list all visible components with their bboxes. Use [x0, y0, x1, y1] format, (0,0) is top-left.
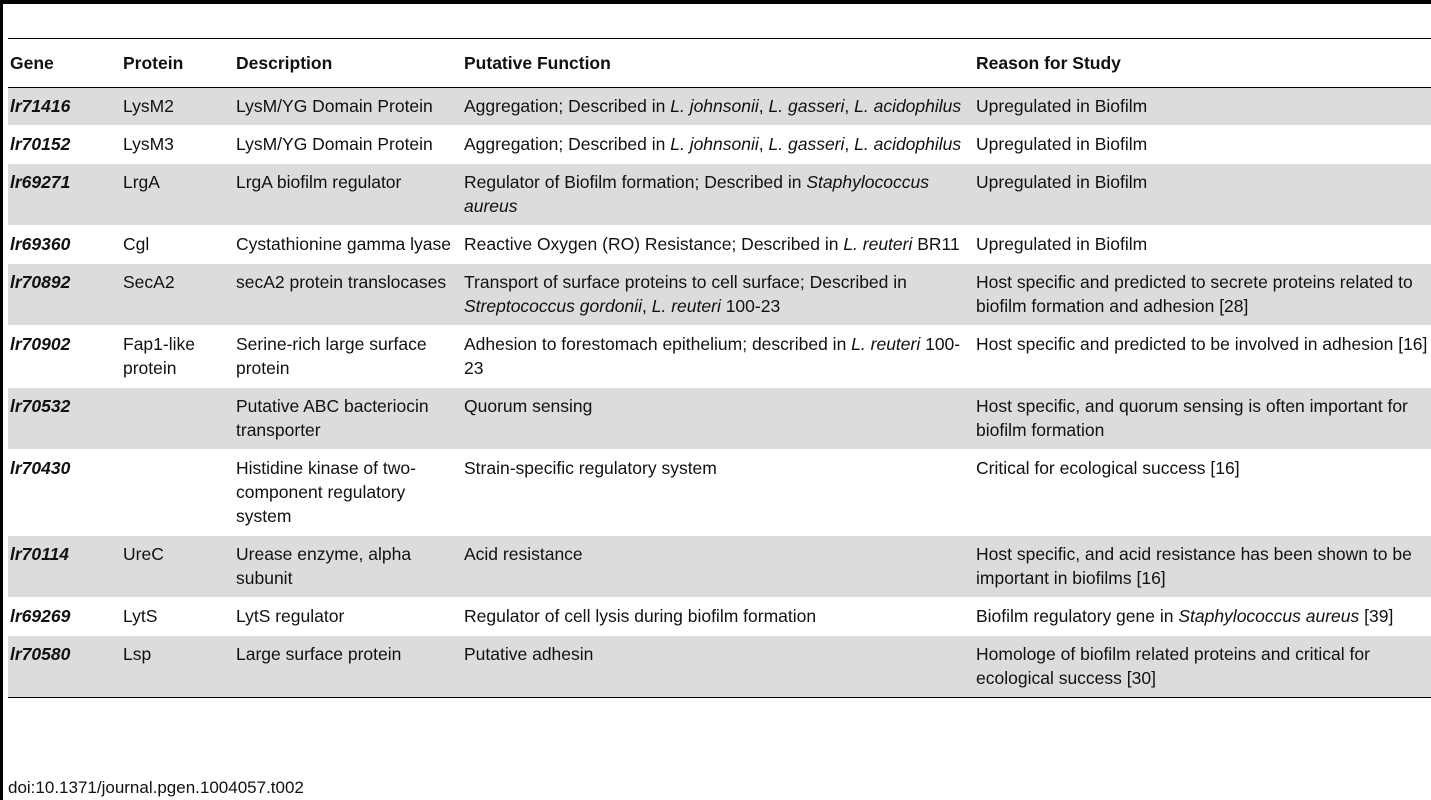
header-protein: Protein [123, 53, 184, 73]
text-run: Upregulated in Biofilm [976, 234, 1148, 254]
italic-text: L. acidophilus [854, 134, 962, 154]
protein-cell: Fap1-like protein [123, 334, 195, 378]
putative-function-cell [462, 88, 974, 126]
text-run: Critical for ecological success [16] [976, 458, 1240, 478]
header-reason-for-study: Reason for Study [976, 53, 1121, 73]
italic-text: Streptococcus gordonii [464, 296, 643, 316]
gene-table-container [8, 38, 1431, 698]
italic-text: Staphylococcus aureus [1178, 606, 1360, 626]
putative-function-cell [462, 226, 974, 264]
reason-cell [974, 164, 1431, 226]
reason-cell [974, 388, 1431, 450]
putative-function-cell [462, 636, 974, 698]
table-row [8, 88, 1431, 126]
putative-function-cell [462, 598, 974, 636]
header-description: Description [236, 53, 333, 73]
reason-cell [974, 264, 1431, 326]
text-run: Biofilm regulatory gene in [976, 606, 1179, 626]
protein-cell: Cgl [123, 234, 150, 254]
text-run: BR11 [912, 234, 960, 254]
putative-function-cell [462, 164, 974, 226]
italic-text: L. reuteri [651, 296, 721, 316]
italic-text: L. johnsonii [670, 134, 759, 154]
text-run: Upregulated in Biofilm [976, 172, 1148, 192]
text-run: Acid resistance [464, 544, 583, 564]
protein-cell: SecA2 [123, 272, 175, 292]
text-run: Upregulated in Biofilm [976, 134, 1148, 154]
description-cell: secA2 protein translocases [236, 272, 447, 292]
table-row [8, 388, 1431, 450]
description-cell: Cystathionine gamma lyase [236, 234, 451, 254]
protein-cell: LrgA [123, 172, 160, 192]
protein-cell: LytS [123, 606, 158, 626]
putative-function-cell [462, 326, 974, 388]
description-cell: Urease enzyme, alpha subunit [236, 544, 412, 588]
table-body [8, 88, 1431, 698]
putative-function-cell [462, 536, 974, 598]
table-row [8, 264, 1431, 326]
gene-cell: lr69269 [10, 606, 71, 626]
protein-cell: LysM3 [123, 134, 174, 154]
gene-cell: lr70892 [10, 272, 71, 292]
reason-cell [974, 636, 1431, 698]
text-run: Host specific, and quorum sensing is often important for biofilm formation [976, 396, 1408, 440]
putative-function-cell [462, 264, 974, 326]
reason-cell [974, 88, 1431, 126]
text-run: Regulator of Biofilm formation; Described in [464, 172, 807, 192]
gene-cell: lr70532 [10, 396, 71, 416]
description-cell: Serine-rich large surface protein [236, 334, 427, 378]
text-run: Aggregation; Described in [464, 134, 671, 154]
italic-text: L. gasseri [768, 134, 845, 154]
description-cell: LytS regulator [236, 606, 345, 626]
italic-text: L. gasseri [768, 96, 845, 116]
description-cell: LrgA biofilm regulator [236, 172, 402, 192]
reason-cell [974, 450, 1431, 536]
reason-cell [974, 598, 1431, 636]
text-run: Upregulated in Biofilm [976, 96, 1148, 116]
text-run: Reactive Oxygen (RO) Resistance; Described in [464, 234, 844, 254]
table-row [8, 636, 1431, 698]
text-run: Strain-specific regulatory system [464, 458, 717, 478]
gene-table [8, 38, 1431, 698]
gene-cell: lr70580 [10, 644, 71, 664]
text-run: Quorum sensing [464, 396, 593, 416]
top-border-rule [0, 0, 1431, 4]
protein-cell: Lsp [123, 644, 152, 664]
text-run: 100-23 [464, 334, 961, 378]
protein-cell [121, 388, 234, 450]
gene-cell: lr70430 [10, 458, 71, 478]
text-run: , [844, 134, 855, 154]
description-cell: LysM/YG Domain Protein [236, 96, 433, 116]
table-row [8, 598, 1431, 636]
description-cell: Large surface protein [236, 644, 402, 664]
protein-cell [121, 450, 234, 536]
text-run: , [758, 134, 769, 154]
text-run: Host specific, and acid resistance has been shown to be important in biofilms [16] [976, 544, 1412, 588]
italic-text: L. acidophilus [854, 96, 962, 116]
text-run: Putative adhesin [464, 644, 594, 664]
left-border-rule [0, 0, 3, 800]
table-row [8, 536, 1431, 598]
table-row [8, 164, 1431, 226]
gene-cell: lr69271 [10, 172, 71, 192]
italic-text: L. johnsonii [670, 96, 759, 116]
text-run: Aggregation; Described in [464, 96, 671, 116]
description-cell: Histidine kinase of two-component regulatory system [236, 458, 416, 526]
table-row [8, 126, 1431, 164]
text-run: , [642, 296, 652, 316]
reason-cell [974, 536, 1431, 598]
table-header-row [8, 39, 1431, 88]
doi-caption: doi:10.1371/journal.pgen.1004057.t002 [8, 778, 304, 797]
description-cell: LysM/YG Domain Protein [236, 134, 433, 154]
header-gene: Gene [10, 53, 54, 73]
putative-function-cell [462, 126, 974, 164]
text-run: Regulator of cell lysis during biofilm formation [464, 606, 817, 626]
header-putative-function: Putative Function [464, 53, 611, 73]
gene-cell: lr71416 [10, 96, 71, 116]
gene-cell: lr70152 [10, 134, 71, 154]
table-row [8, 326, 1431, 388]
reason-cell [974, 326, 1431, 388]
text-run: Homologe of biofilm related proteins and critical for ecological success [30] [976, 644, 1370, 688]
putative-function-cell [462, 388, 974, 450]
putative-function-cell [462, 450, 974, 536]
protein-cell: UreC [123, 544, 164, 564]
text-run: [39] [1359, 606, 1394, 626]
reason-cell [974, 226, 1431, 264]
table-row [8, 226, 1431, 264]
italic-text: L. reuteri [851, 334, 921, 354]
text-run: Host specific and predicted to secrete proteins related to biofilm formation and adhesion [28] [976, 272, 1413, 316]
text-run: 100-23 [720, 296, 781, 316]
protein-cell: LysM2 [123, 96, 174, 116]
reason-cell [974, 126, 1431, 164]
gene-cell: lr69360 [10, 234, 71, 254]
text-run: Transport of surface proteins to cell surface; Described in [464, 272, 907, 292]
italic-text: L. reuteri [843, 234, 913, 254]
text-run: , [844, 96, 855, 116]
text-run: Adhesion to forestomach epithelium; described in [464, 334, 852, 354]
gene-cell: lr70114 [10, 544, 70, 564]
text-run: Host specific and predicted to be involved in adhesion [16] [976, 334, 1428, 354]
italic-text: Staphylococcus aureus [464, 172, 929, 216]
table-row [8, 450, 1431, 536]
text-run: , [758, 96, 769, 116]
gene-cell: lr70902 [10, 334, 71, 354]
description-cell: Putative ABC bacteriocin transporter [236, 396, 429, 440]
